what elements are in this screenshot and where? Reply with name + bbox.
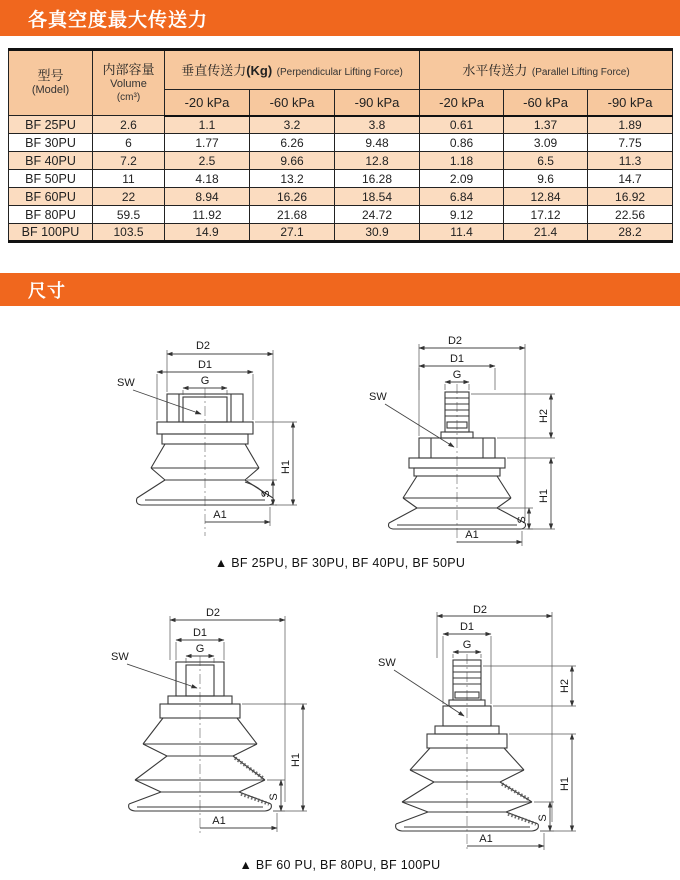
value-cell: 24.72 <box>335 206 420 224</box>
table-row <box>9 152 673 170</box>
table-row <box>9 206 673 224</box>
model-cell: BF 40PU <box>9 152 93 170</box>
dimension-drawings-area <box>0 334 680 872</box>
value-cell: 18.54 <box>335 188 420 206</box>
dim-label-h1: H1 <box>559 776 571 792</box>
model-label-en: (Model) <box>31 84 70 97</box>
spec-table <box>8 48 673 243</box>
value-cell: 21.68 <box>250 206 335 224</box>
dim-label-g: G <box>452 369 462 381</box>
value-cell: 1.18 <box>420 152 504 170</box>
dim-label-s: S <box>260 490 272 498</box>
caption-large-models: ▲ BF 60 PU, BF 80PU, BF 100PU <box>239 858 441 872</box>
value-cell: 0.86 <box>420 134 504 152</box>
group-header-vertical: 垂直传送力(Kg) (Perpendicular Lifting Force) <box>165 50 420 90</box>
dim-label-h1: H1 <box>290 752 302 768</box>
section-title-dimensions: 尺寸 <box>28 280 66 301</box>
dim-label-d1: D1 <box>459 621 475 633</box>
dim-label-a1: A1 <box>479 833 493 845</box>
col-header-kpa: -90 kPa <box>335 90 420 116</box>
dim-label-h2: H2 <box>559 678 571 694</box>
dim-label-h2: H2 <box>538 408 550 424</box>
dim-label-d1: D1 <box>197 359 213 371</box>
dimension-lines <box>369 335 555 546</box>
value-cell: 16.92 <box>588 188 673 206</box>
value-cell: 4.18 <box>165 170 250 188</box>
dim-label-s: S <box>516 516 528 524</box>
model-cell: BF 30PU <box>9 134 93 152</box>
volume-cell: 2.6 <box>93 116 165 134</box>
value-cell: 11.92 <box>165 206 250 224</box>
dim-label-d2: D2 <box>195 340 211 352</box>
value-cell: 3.09 <box>504 134 588 152</box>
dim-label-d1: D1 <box>449 353 465 365</box>
dimension-lines <box>111 607 307 832</box>
table-row <box>9 116 673 134</box>
dim-label-sw: SW <box>378 657 396 669</box>
dim-label-d2: D2 <box>205 607 221 619</box>
value-cell: 6.84 <box>420 188 504 206</box>
model-cell: BF 50PU <box>9 170 93 188</box>
value-cell: 30.9 <box>335 224 420 242</box>
col-header-kpa: -60 kPa <box>250 90 335 116</box>
drawing-row-small <box>0 334 680 550</box>
dim-label-h1: H1 <box>280 459 292 475</box>
dim-label-h1: H1 <box>538 488 550 504</box>
value-cell: 27.1 <box>250 224 335 242</box>
col-header-kpa: -90 kPa <box>588 90 673 116</box>
value-cell: 17.12 <box>504 206 588 224</box>
value-cell: 9.12 <box>420 206 504 224</box>
dim-label-sw: SW <box>369 391 387 403</box>
dim-label-sw: SW <box>111 651 129 663</box>
volume-cell: 11 <box>93 170 165 188</box>
volume-cell: 7.2 <box>93 152 165 170</box>
value-cell: 8.94 <box>165 188 250 206</box>
value-cell: 1.1 <box>165 116 250 134</box>
section-header-dimensions <box>0 273 680 306</box>
value-cell: 21.4 <box>504 224 588 242</box>
model-cell: BF 100PU <box>9 224 93 242</box>
value-cell: 3.2 <box>250 116 335 134</box>
spec-table-wrap <box>8 48 672 243</box>
dim-label-g: G <box>462 639 472 651</box>
table-row <box>9 170 673 188</box>
dim-label-s: S <box>268 793 280 801</box>
value-cell: 13.2 <box>250 170 335 188</box>
model-label-zh: 型号 <box>37 68 64 83</box>
model-cell: BF 80PU <box>9 206 93 224</box>
dim-label-a1: A1 <box>213 509 227 521</box>
value-cell: 11.3 <box>588 152 673 170</box>
value-cell: 16.28 <box>335 170 420 188</box>
volume-cell: 103.5 <box>93 224 165 242</box>
section-title-forces: 各真空度最大传送力 <box>28 9 209 31</box>
value-cell: 6.26 <box>250 134 335 152</box>
value-cell: 12.84 <box>504 188 588 206</box>
drawing-small-male-thread <box>357 334 569 550</box>
col-header-kpa: -20 kPa <box>420 90 504 116</box>
value-cell: 16.26 <box>250 188 335 206</box>
table-row <box>9 224 673 242</box>
dimension-lines <box>117 340 297 526</box>
value-cell: 0.61 <box>420 116 504 134</box>
drawing-row-large <box>0 604 680 854</box>
volume-label-en: Volume <box>110 78 147 90</box>
value-cell: 7.75 <box>588 134 673 152</box>
section-header-forces <box>0 0 680 36</box>
value-cell: 22.56 <box>588 206 673 224</box>
dim-label-sw: SW <box>117 377 135 389</box>
table-row <box>9 188 673 206</box>
table-row <box>9 134 673 152</box>
col-header-kpa: -20 kPa <box>165 90 250 116</box>
value-cell: 2.5 <box>165 152 250 170</box>
col-header-kpa: -60 kPa <box>504 90 588 116</box>
value-cell: 28.2 <box>588 224 673 242</box>
volume-cell: 22 <box>93 188 165 206</box>
model-cell: BF 25PU <box>9 116 93 134</box>
value-cell: 1.37 <box>504 116 588 134</box>
dim-label-g: G <box>200 375 210 387</box>
dim-label-d2: D2 <box>472 604 488 616</box>
drawing-large-female-thread <box>95 604 330 840</box>
value-cell: 9.66 <box>250 152 335 170</box>
value-cell: 14.9 <box>165 224 250 242</box>
value-cell: 12.8 <box>335 152 420 170</box>
value-cell: 9.48 <box>335 134 420 152</box>
drawing-large-male-thread <box>362 604 600 854</box>
volume-label-zh: 内部容量 <box>102 61 155 77</box>
group-header-parallel: 水平传送力 (Parallel Lifting Force) <box>420 50 673 90</box>
dim-label-d2: D2 <box>447 335 463 347</box>
value-cell: 14.7 <box>588 170 673 188</box>
value-cell: 11.4 <box>420 224 504 242</box>
value-cell: 3.8 <box>335 116 420 134</box>
value-cell: 2.09 <box>420 170 504 188</box>
col-header-volume <box>93 50 165 116</box>
value-cell: 9.6 <box>504 170 588 188</box>
dimension-lines <box>378 604 576 850</box>
volume-unit: (cm³) <box>116 91 141 103</box>
dim-label-a1: A1 <box>212 815 226 827</box>
model-cell: BF 60PU <box>9 188 93 206</box>
dim-label-a1: A1 <box>465 529 479 541</box>
value-cell: 1.89 <box>588 116 673 134</box>
volume-cell: 6 <box>93 134 165 152</box>
drawing-small-female-thread <box>105 334 315 544</box>
dim-label-d1: D1 <box>192 627 208 639</box>
caption-small-models: ▲ BF 25PU, BF 30PU, BF 40PU, BF 50PU <box>214 556 466 570</box>
dim-label-s: S <box>537 814 549 822</box>
value-cell: 6.5 <box>504 152 588 170</box>
value-cell: 1.77 <box>165 134 250 152</box>
dim-label-g: G <box>195 643 205 655</box>
volume-cell: 59.5 <box>93 206 165 224</box>
col-header-model <box>9 50 93 116</box>
